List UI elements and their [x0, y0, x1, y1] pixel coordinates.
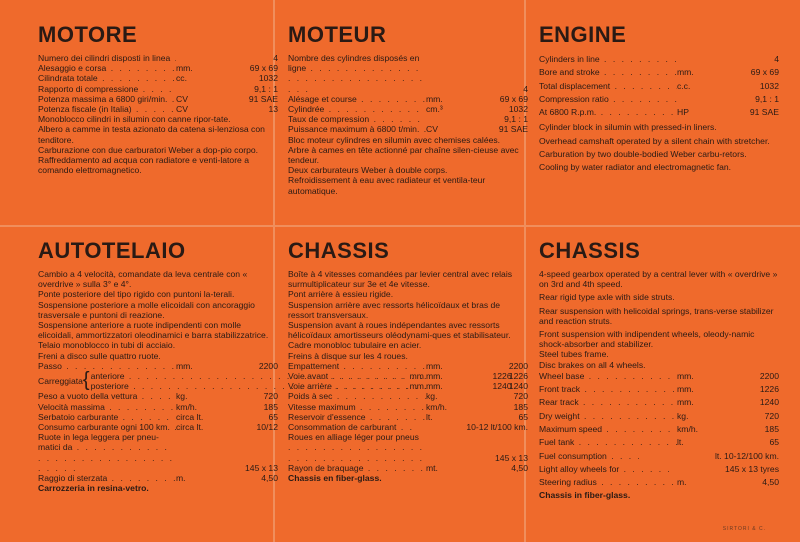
spec-row: Consommation de carburant . . . 10-12 lt/100 km.	[288, 422, 528, 432]
track-rear: posteriore . . .	[91, 381, 410, 391]
spec-paragraph: Freni a disco sulle quattro ruote.	[38, 350, 161, 361]
track-front-value: 1226	[492, 371, 512, 382]
section-chassis-en	[539, 238, 779, 500]
spec-paragraph: Albero a camme in testa azionato da catena si-lenziosa con tenditore.	[38, 124, 265, 145]
section-title: CHASSIS	[288, 238, 390, 263]
spec-paragraph: Suspension avant à roues indépendantes avec ressorts hélicoïdaux amortisseurs oléodynami-ques et stabilisateur.	[288, 320, 511, 341]
spec-row: Potenza massima a 6800 giri/min. . . . CV 91 SAE	[38, 94, 278, 104]
spec-row: Rapporto di compressione . . . 9,1 : 1	[38, 84, 278, 94]
section-chassis-fr	[288, 238, 528, 483]
spec-row: Cylinders in line . . . 4	[539, 53, 779, 66]
spec-row: Cylindrée . . . cm.³ 1032	[288, 104, 528, 114]
spec-row: At 6800 R.p.m. . . . HP 91 SAE	[539, 106, 779, 119]
spec-paragraph: Disc brakes on all 4 wheels.	[539, 359, 646, 370]
spec-paragraph: Sospensione posteriore a molle elicoidali con ancoraggio trasversale e puntoni di reazione.	[38, 299, 255, 320]
track-unit: mm.	[409, 381, 427, 392]
section-title: ENGINE	[539, 22, 627, 47]
footer-note: Carrozzeria in resina-vetro.	[38, 483, 149, 494]
spec-row: Rayon de braquage . . . mt. 4,50	[288, 463, 528, 473]
spec-row: Maximum speed . . . km/h. 185	[539, 423, 779, 436]
spec-row: Total displacement . . . c.c. 1032	[539, 80, 779, 93]
footer-note: Chassis en fiber-glass.	[288, 473, 382, 484]
brace-icon: {	[82, 369, 90, 392]
section-title: CHASSIS	[539, 238, 641, 263]
spec-paragraph: Monoblocco cilindri in silumin con canne ripor-tate.	[38, 114, 231, 125]
spec-row: Roues en alliage léger pour pneus . . . 145 x 13	[288, 432, 528, 463]
spec-paragraph: Rear rigid type axle with side struts.	[539, 292, 675, 303]
spec-row: Fuel tank . . . lt. 65	[539, 436, 779, 449]
spec-row: Voie avant . . . mm. 1226	[288, 371, 528, 381]
track-front: anteriore . . .	[91, 371, 410, 381]
spec-row: Passo . . . mm. 2200	[38, 361, 278, 371]
spec-paragraph: 4-speed gearbox operated by a central lever with « overdrive » on 3rd and 4th speed.	[539, 269, 778, 290]
track-unit: mm.	[409, 371, 427, 382]
spec-row: Puissance maximum à 6800 t/min. . . . CV 91 SAE	[288, 124, 528, 134]
spec-row: Reservoir d'essence . . . lt. 65	[288, 412, 528, 422]
section-title: MOTORE	[38, 22, 138, 47]
section-motore	[38, 22, 278, 175]
spec-paragraph: Carburazione con due carburatori Weber a dop-pio corpo.	[38, 144, 259, 155]
spec-paragraph: Ponte posteriore del tipo rigido con puntoni la-terali.	[38, 289, 235, 300]
spec-row: Voie arrière . . . mm. 1240	[288, 381, 528, 391]
spec-row: Rear track . . . mm. 1240	[539, 396, 779, 409]
spec-paragraph: Carburation by two double-bodied Weber carbu-retors.	[539, 148, 747, 159]
spec-row: Consumo carburante ogni 100 km. . . . circa lt. 10/12	[38, 422, 278, 432]
spec-paragraph: Cylinder block in silumin with pressed-in liners.	[539, 122, 717, 133]
spec-paragraph: Front suspension with indipendent wheels, oleody-namic shock-absorber and stabilizer.	[539, 329, 755, 350]
spec-row: Front track . . . mm. 1226	[539, 383, 779, 396]
spec-paragraph: Overhead camshaft operated by a silent chain with stretcher.	[539, 135, 770, 146]
spec-row: Empattement . . . mm. 2200	[288, 361, 528, 371]
track-rear-value: 1240	[492, 381, 512, 392]
spec-paragraph: Arbre à cames en tête actionné par chaîne silen-cieuse avec tendeur.	[288, 144, 519, 166]
spec-row: Compression ratio . . . 9,1 : 1	[539, 93, 779, 106]
spec-row: Alesaggio e corsa . . . mm. 69 x 69	[38, 63, 278, 73]
spec-row: Light alloy wheels for . . . 145 x 13 tyres	[539, 463, 779, 476]
spec-row: Bore and stroke . . . mm. 69 x 69	[539, 66, 779, 79]
spec-paragraph: Suspension arrière avec ressorts hélicoïdaux et bras de ressort transversaux.	[288, 299, 501, 320]
section-moteur	[288, 22, 528, 196]
spec-row: Ruote in lega leggera per pneu-matici da . . . 145 x 13	[38, 432, 278, 473]
spec-paragraph: Pont arrière à essieu rigide.	[288, 289, 394, 300]
spec-paragraph: Telaio monoblocco in tubi di acciaio.	[38, 340, 176, 351]
spec-row: Wheel base . . . mm. 2200	[539, 370, 779, 383]
spec-row: Serbatoio carburante . . . circa lt. 65	[38, 412, 278, 422]
spec-paragraph: Freins à disque sur les 4 roues.	[288, 350, 408, 361]
spec-row: Velocità massima . . . km/h. 185	[38, 402, 278, 412]
spec-row: Numero dei cilindri disposti in linea . . . 4	[38, 53, 278, 63]
spec-row: Cilindrata totale . . . cc. 1032	[38, 73, 278, 83]
spec-row: Potenza fiscale (in Italia) . . . CV 13	[38, 104, 278, 114]
spec-row: Raggio di sterzata . . . m. 4,50	[38, 473, 278, 483]
spec-row: Alésage et course . . . mm. 69 x 69	[288, 94, 528, 104]
spec-row: Steering radius . . . m. 4,50	[539, 476, 779, 489]
spec-row: Peso a vuoto della vettura . . . kg. 720	[38, 391, 278, 401]
spec-paragraph: Cadre monobloc tubulaire en acier.	[288, 340, 422, 351]
section-title: AUTOTELAIO	[38, 238, 186, 263]
spec-paragraph: Deux carburateurs Weber à double corps.	[288, 165, 448, 176]
printer-credit: SIRTORI & C.	[722, 526, 766, 532]
spec-row: Poids à sec . . . kg. 720	[288, 391, 528, 401]
spec-paragraph: Boîte à 4 vitesses comandées par levier central avec relais surmultiplicateur sur 3e et 4e vitesse.	[288, 269, 513, 290]
section-title: MOTEUR	[288, 22, 387, 47]
footer-note: Chassis in fiber-glass.	[539, 489, 631, 500]
spec-paragraph: Bloc moteur cylindres en silumin avec chemises calées.	[288, 134, 501, 145]
spec-list	[288, 53, 528, 135]
spec-paragraph: Raffreddamento ad acqua con radiatore e venti-latore a comando elettromagnetico.	[38, 155, 249, 176]
spec-row: Nombre des cylindres disposés en ligne . . . 4	[288, 53, 528, 94]
spec-paragraph: Cambio a 4 velocità, comandate da leva centrale con « overdrive » sulla 3° e 4°.	[38, 269, 248, 290]
spec-row: Fuel consumption . . . lt. 10-12/100 km.	[539, 450, 779, 463]
spec-paragraph: Cooling by water radiator and electromagnetic fan.	[539, 162, 732, 173]
track-label: Carreggiata	[38, 376, 83, 387]
spec-paragraph: Refroidissement à eau avec radiateur et ventila-teur automatique.	[288, 175, 486, 196]
section-engine	[539, 22, 779, 172]
spec-row: Taux de compression . . . 9,1 : 1	[288, 114, 528, 124]
spec-list	[38, 53, 278, 114]
row-divider	[0, 225, 800, 227]
spec-paragraph: Rear suspension with helicoidal springs, trans-verse stabilizer and reaction struts.	[539, 305, 774, 326]
spec-row: Dry weight . . . kg. 720	[539, 410, 779, 423]
spec-row: Vitesse maximum . . . km/h. 185	[288, 402, 528, 412]
spec-list	[539, 53, 779, 119]
spec-paragraph: Steel tubes frame.	[539, 349, 609, 360]
spec-paragraph: Sospensione anteriore a ruote indipendenti con molle elicoidali, ammortizzatori oleodinamici e barra stabilizzatrice.	[38, 320, 269, 341]
